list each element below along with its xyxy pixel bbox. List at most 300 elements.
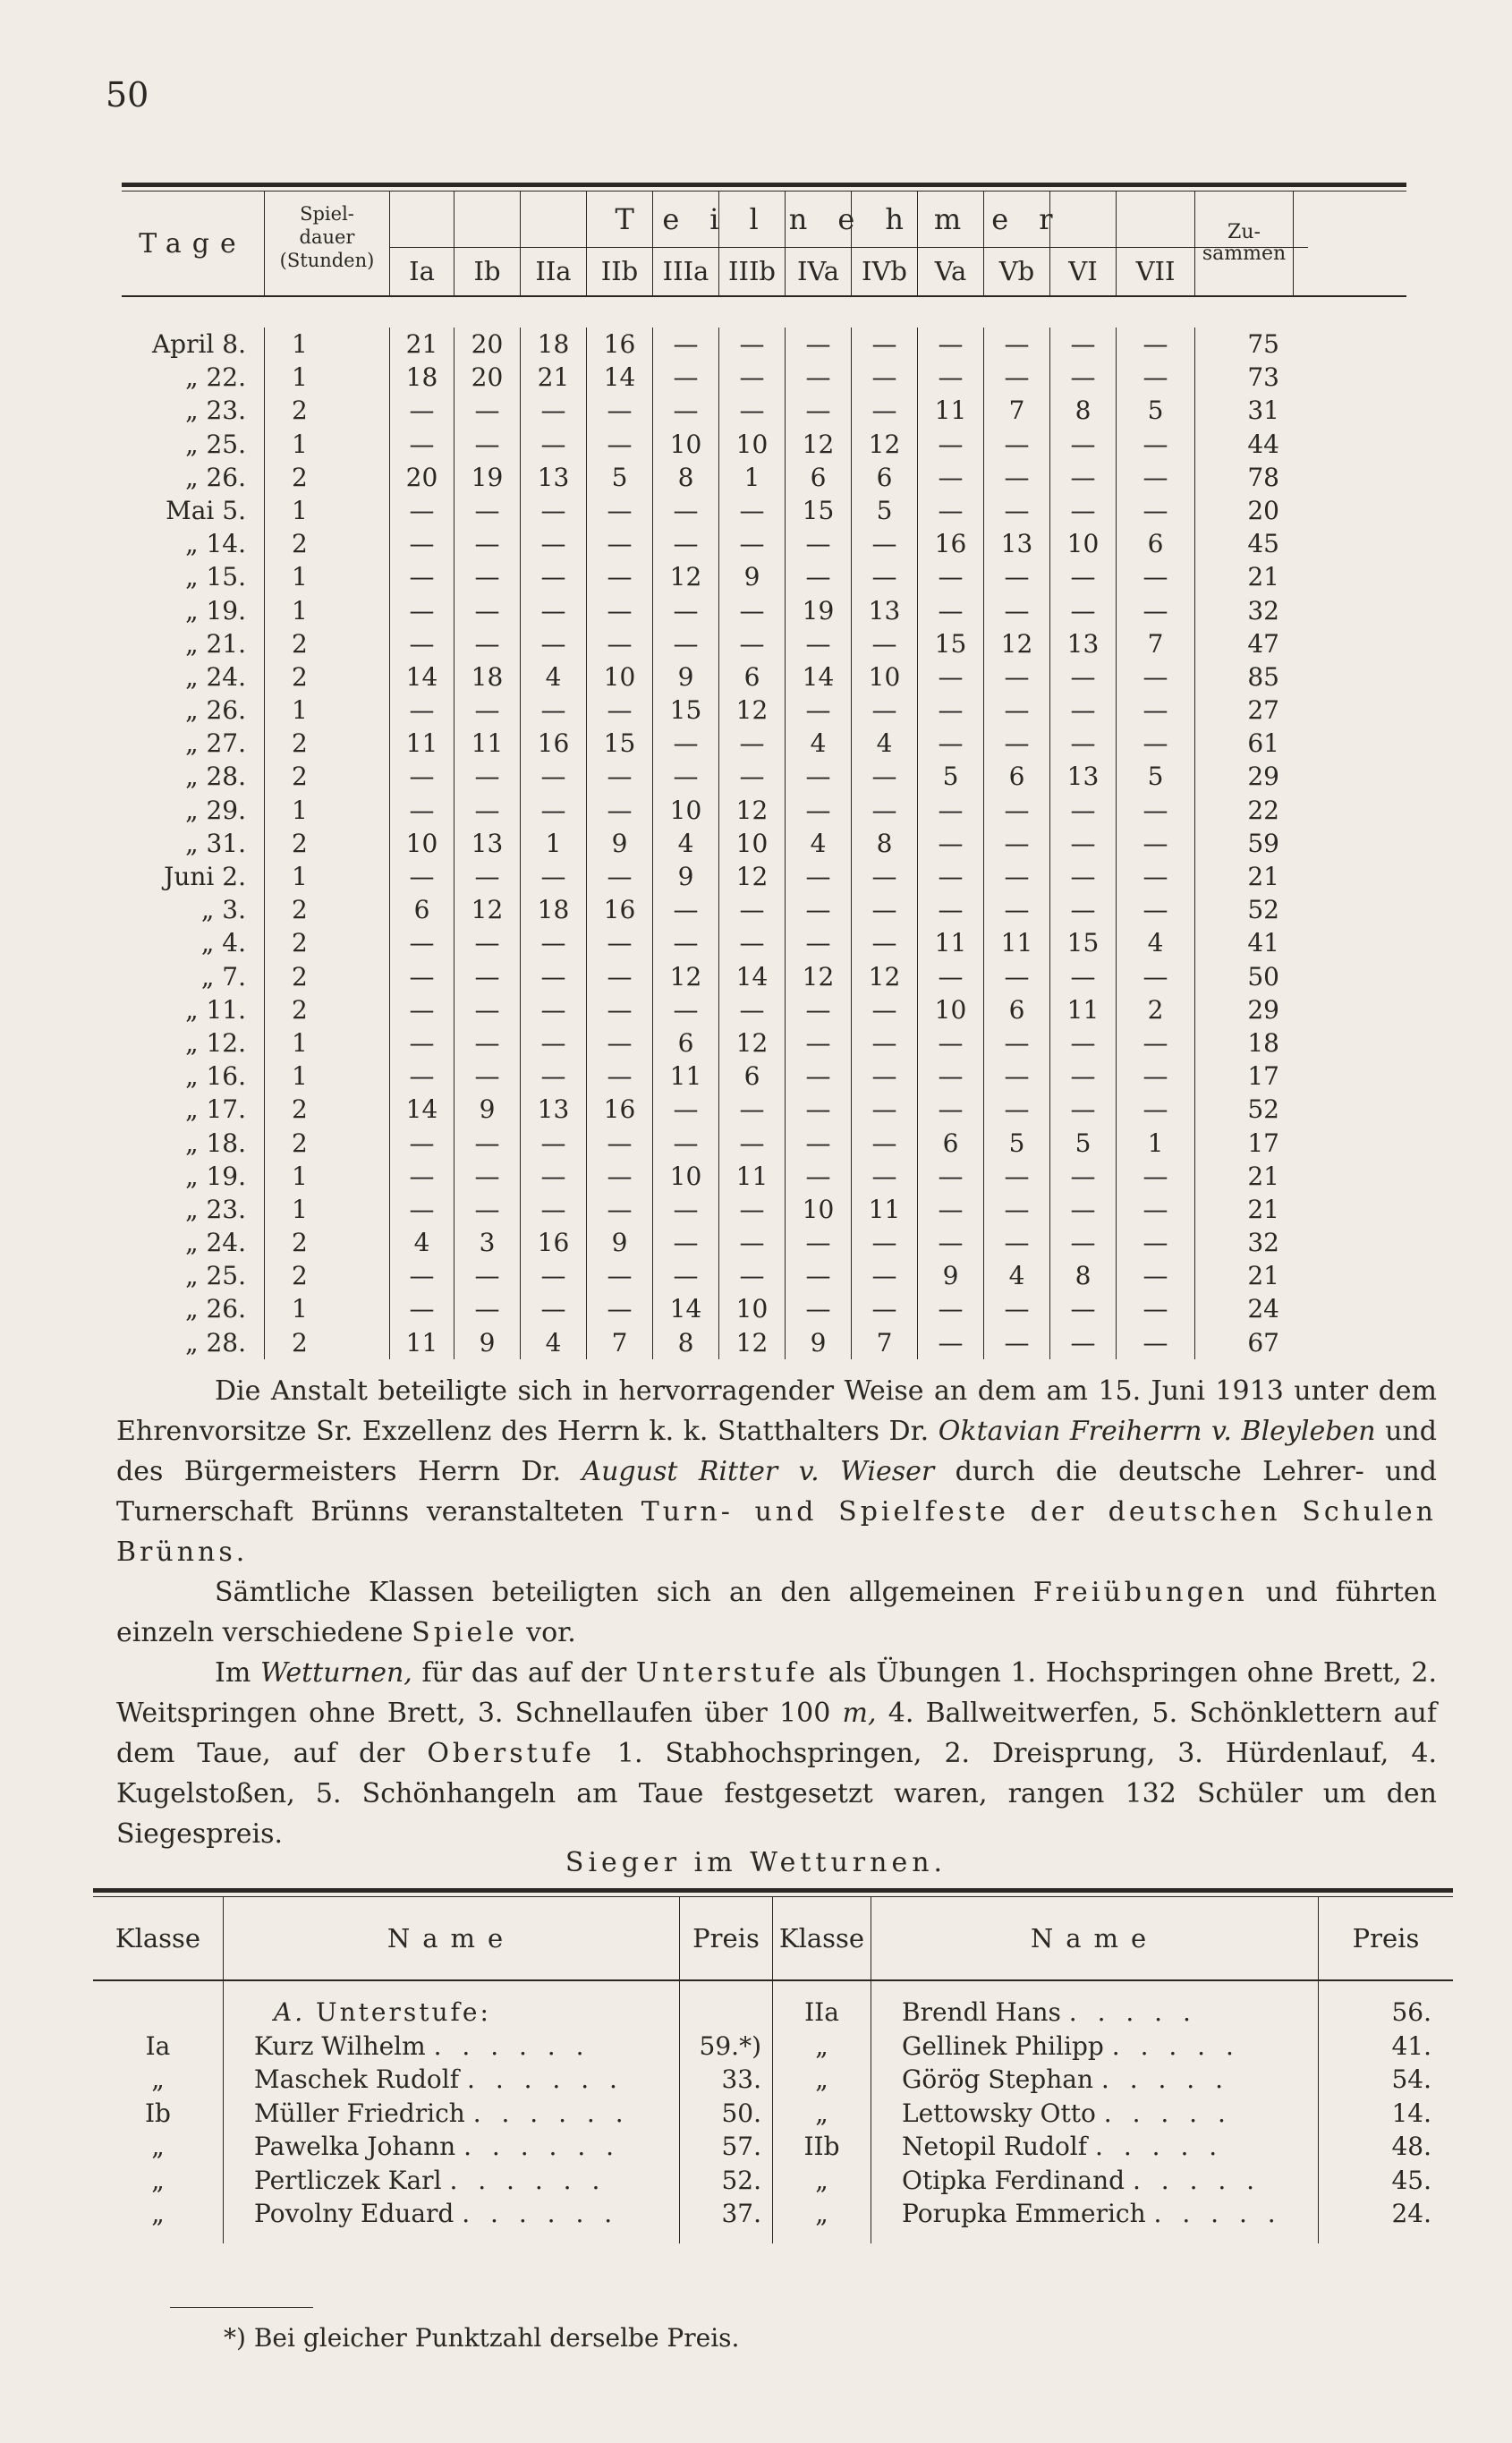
count-cell: 6: [677, 1027, 694, 1058]
count-cell: —: [409, 1194, 435, 1224]
count-cell: —: [540, 862, 566, 891]
count-cell: —: [805, 928, 831, 958]
count-cell: 4: [876, 728, 893, 759]
duration-cell: 2: [292, 762, 308, 792]
count-cell: —: [871, 1027, 897, 1058]
count-cell: 20: [405, 462, 438, 492]
total-cell: 75: [1247, 329, 1279, 359]
count-cell: 14: [735, 961, 769, 992]
winner-name: Povolny Eduard . . . . . .: [254, 2199, 619, 2228]
class-column: [587, 328, 653, 1359]
count-cell: —: [938, 795, 964, 825]
count-cell: 13: [1000, 529, 1033, 559]
header-class-va: Va: [918, 192, 984, 295]
count-cell: —: [938, 862, 964, 891]
count-cell: —: [1142, 728, 1168, 759]
count-cell: —: [739, 728, 765, 759]
date-cell: Juni 2.: [164, 862, 246, 891]
count-cell: —: [938, 1194, 964, 1224]
header-class-iiib: IIIb: [719, 192, 786, 295]
count-cell: —: [739, 529, 765, 559]
count-cell: —: [474, 695, 500, 726]
count-cell: —: [739, 994, 765, 1025]
winner-name: Porupka Emmerich . . . . .: [902, 2199, 1282, 2228]
count-cell: —: [474, 1161, 500, 1191]
duration-cell: 2: [292, 828, 308, 858]
count-cell: —: [1142, 1194, 1168, 1224]
count-cell: —: [938, 1327, 964, 1358]
count-cell: —: [938, 1294, 964, 1324]
count-cell: —: [540, 529, 566, 559]
empty-cell: [93, 1996, 223, 2030]
count-cell: 15: [802, 495, 835, 525]
count-cell: —: [1142, 1294, 1168, 1324]
count-cell: —: [1142, 429, 1168, 459]
count-cell: —: [938, 828, 964, 858]
count-cell: —: [607, 961, 633, 992]
count-cell: —: [1070, 795, 1096, 825]
count-cell: —: [607, 529, 633, 559]
count-cell: —: [938, 728, 964, 759]
count-cell: —: [1004, 695, 1030, 726]
count-cell: —: [607, 862, 633, 891]
count-cell: —: [474, 928, 500, 958]
winner-name: Brendl Hans . . . . .: [902, 1997, 1197, 2027]
count-cell: —: [871, 529, 897, 559]
header-tage: Tage: [122, 192, 265, 295]
count-cell: 13: [471, 828, 504, 858]
count-cell: 10: [735, 828, 769, 858]
total-cell: 21: [1247, 862, 1279, 891]
winners-header-klasse-left: Klasse: [93, 1897, 224, 1981]
count-cell: —: [739, 362, 765, 393]
total-cell: 17: [1247, 1061, 1279, 1092]
count-cell: —: [1142, 1161, 1168, 1191]
count-cell: —: [474, 1194, 500, 1224]
count-cell: —: [409, 994, 435, 1025]
date-cell: „ 12.: [185, 1027, 246, 1058]
total-cell: 67: [1247, 1327, 1279, 1358]
count-cell: —: [540, 928, 566, 958]
count-cell: —: [805, 362, 831, 393]
count-cell: —: [474, 595, 500, 626]
count-cell: 15: [603, 728, 636, 759]
count-cell: —: [673, 1261, 699, 1291]
count-cell: —: [409, 762, 435, 792]
total-cell: 85: [1247, 661, 1279, 692]
count-cell: 7: [1147, 628, 1164, 659]
date-cell: „ 24.: [185, 1228, 246, 1258]
duration-cell: 2: [292, 895, 308, 925]
total-cell: 29: [1247, 994, 1279, 1025]
count-cell: 5: [876, 495, 893, 525]
count-cell: 6: [942, 1128, 959, 1158]
count-cell: 21: [537, 362, 570, 393]
participation-table-body: [122, 297, 1406, 1383]
count-cell: —: [540, 396, 566, 426]
count-cell: —: [938, 661, 964, 692]
count-cell: 18: [537, 329, 570, 359]
count-cell: 1: [1147, 1128, 1164, 1158]
winner-preis: 59.*): [699, 2030, 761, 2061]
count-cell: —: [938, 595, 964, 626]
date-column: [122, 328, 265, 1359]
total-cell: 52: [1247, 1094, 1279, 1125]
count-cell: 4: [1008, 1261, 1025, 1291]
count-cell: —: [1004, 1327, 1030, 1358]
class-column: [1050, 328, 1117, 1359]
count-cell: —: [1142, 1061, 1168, 1092]
count-cell: —: [1070, 1161, 1096, 1191]
count-cell: 10: [669, 795, 702, 825]
count-cell: 9: [479, 1094, 496, 1125]
winner-klasse: „: [151, 2132, 165, 2161]
count-cell: —: [474, 429, 500, 459]
winner-name: Görög Stephan . . . . .: [902, 2064, 1229, 2094]
count-cell: —: [540, 795, 566, 825]
date-cell: „ 28.: [185, 762, 246, 792]
winner-name: Pertliczek Karl . . . . . .: [254, 2165, 607, 2195]
count-cell: —: [1004, 562, 1030, 592]
count-cell: 4: [413, 1228, 430, 1258]
count-cell: 15: [934, 628, 967, 659]
count-cell: —: [474, 862, 500, 891]
winner-klasse: „: [815, 2030, 828, 2061]
count-cell: —: [409, 695, 435, 726]
count-cell: 8: [677, 462, 694, 492]
count-cell: —: [474, 529, 500, 559]
class-column: [918, 328, 984, 1359]
winner-preis: 54.: [1391, 2064, 1431, 2094]
count-cell: 12: [868, 429, 901, 459]
class-column: [390, 328, 454, 1359]
count-cell: —: [739, 329, 765, 359]
count-cell: —: [938, 695, 964, 726]
count-cell: —: [673, 728, 699, 759]
count-cell: —: [805, 1094, 831, 1125]
winner-preis: 33.: [721, 2064, 761, 2094]
header-class-iva: IVa: [786, 192, 852, 295]
count-cell: —: [1142, 1228, 1168, 1258]
count-cell: —: [1142, 961, 1168, 992]
date-cell: „ 19.: [185, 1161, 246, 1191]
count-cell: 6: [810, 462, 827, 492]
total-cell: 50: [1247, 961, 1279, 992]
winner-preis: 24.: [1391, 2199, 1431, 2228]
date-cell: Mai 5.: [166, 495, 246, 525]
duration-cell: 2: [292, 396, 308, 426]
winners-header-preis-left: Preis: [680, 1897, 773, 1981]
count-cell: —: [409, 495, 435, 525]
count-cell: 13: [537, 462, 570, 492]
count-cell: —: [474, 762, 500, 792]
total-cell: 61: [1247, 728, 1279, 759]
count-cell: —: [805, 562, 831, 592]
winner-preis: 37.: [721, 2199, 761, 2228]
count-cell: —: [540, 1027, 566, 1058]
duration-cell: 1: [292, 695, 308, 726]
winner-name: Netopil Rudolf . . . . .: [902, 2132, 1224, 2161]
count-cell: —: [1070, 1294, 1096, 1324]
count-cell: —: [938, 1228, 964, 1258]
winners-table: [93, 1888, 1453, 2243]
count-cell: —: [409, 961, 435, 992]
header-class-iia: IIa: [521, 192, 587, 295]
count-cell: 1: [743, 462, 760, 492]
count-cell: —: [871, 895, 897, 925]
count-cell: —: [938, 1161, 964, 1191]
count-cell: —: [474, 396, 500, 426]
winners-title: Sieger im Wetturnen.: [565, 1847, 947, 1878]
count-cell: 15: [1066, 928, 1100, 958]
count-cell: —: [938, 961, 964, 992]
duration-cell: 1: [292, 595, 308, 626]
date-cell: „ 7.: [200, 961, 246, 992]
count-cell: 11: [471, 728, 504, 759]
duration-cell: 2: [292, 994, 308, 1025]
winner-name: Gellinek Philipp . . . . .: [902, 2030, 1240, 2061]
winner-klasse: „: [151, 2199, 165, 2228]
count-cell: 10: [669, 1161, 702, 1191]
count-cell: 4: [810, 728, 827, 759]
count-cell: 8: [1075, 396, 1092, 426]
duration-cell: 2: [292, 1327, 308, 1358]
total-cell: 31: [1247, 396, 1279, 426]
count-cell: —: [1070, 329, 1096, 359]
count-cell: —: [1070, 1228, 1096, 1258]
count-cell: 5: [942, 762, 959, 792]
count-cell: 5: [1008, 1128, 1025, 1158]
count-cell: —: [1070, 429, 1096, 459]
count-cell: —: [1070, 1194, 1096, 1224]
duration-cell: 2: [292, 661, 308, 692]
count-cell: —: [607, 1061, 633, 1092]
count-cell: 1: [545, 828, 562, 858]
count-cell: —: [673, 396, 699, 426]
count-cell: —: [540, 695, 566, 726]
count-cell: —: [871, 1161, 897, 1191]
count-cell: 11: [405, 1327, 438, 1358]
count-cell: —: [1004, 429, 1030, 459]
count-cell: —: [409, 429, 435, 459]
duration-cell: 1: [292, 562, 308, 592]
total-cell: 18: [1247, 1027, 1279, 1058]
count-cell: —: [938, 1094, 964, 1125]
count-cell: 18: [405, 362, 438, 393]
count-cell: —: [871, 396, 897, 426]
date-cell: „ 14.: [185, 529, 246, 559]
count-cell: —: [1142, 595, 1168, 626]
duration-cell: 1: [292, 329, 308, 359]
count-cell: —: [673, 895, 699, 925]
count-cell: —: [409, 562, 435, 592]
count-cell: 6: [1008, 762, 1025, 792]
winner-name: Maschek Rudolf . . . . . .: [254, 2064, 624, 2094]
count-cell: —: [673, 529, 699, 559]
winner-klasse: IIa: [804, 1997, 839, 2027]
count-cell: —: [1070, 728, 1096, 759]
count-cell: —: [607, 1261, 633, 1291]
total-cell: 22: [1247, 795, 1279, 825]
count-cell: —: [409, 1261, 435, 1291]
count-cell: 12: [1000, 628, 1033, 659]
count-cell: —: [1004, 661, 1030, 692]
count-cell: 9: [743, 562, 760, 592]
count-cell: —: [1142, 695, 1168, 726]
count-cell: —: [1070, 1327, 1096, 1358]
count-cell: 20: [471, 329, 504, 359]
count-cell: —: [1004, 728, 1030, 759]
count-cell: —: [607, 795, 633, 825]
count-cell: —: [1070, 862, 1096, 891]
count-cell: —: [1004, 1294, 1030, 1324]
count-cell: —: [474, 562, 500, 592]
class-column: [521, 328, 587, 1359]
class-column: [653, 328, 719, 1359]
count-cell: —: [540, 429, 566, 459]
count-cell: —: [409, 396, 435, 426]
date-cell: „ 11.: [185, 994, 246, 1025]
count-cell: —: [673, 362, 699, 393]
count-cell: —: [805, 795, 831, 825]
count-cell: 19: [802, 595, 835, 626]
count-cell: —: [540, 994, 566, 1025]
count-cell: —: [1070, 695, 1096, 726]
duration-cell: 2: [292, 628, 308, 659]
count-cell: —: [673, 1128, 699, 1158]
count-cell: 14: [669, 1294, 702, 1324]
count-cell: —: [805, 329, 831, 359]
count-cell: —: [1004, 495, 1030, 525]
count-cell: —: [474, 495, 500, 525]
count-cell: 10: [669, 429, 702, 459]
count-cell: —: [607, 1194, 633, 1224]
count-cell: —: [607, 1294, 633, 1324]
count-cell: 16: [537, 1228, 570, 1258]
count-cell: 4: [677, 828, 694, 858]
count-cell: —: [871, 762, 897, 792]
count-cell: —: [871, 562, 897, 592]
count-cell: —: [871, 628, 897, 659]
winner-klasse: „: [151, 2064, 165, 2094]
count-cell: —: [409, 928, 435, 958]
duration-cell: 1: [292, 1027, 308, 1058]
winner-name: Pawelka Johann . . . . . .: [254, 2132, 621, 2161]
count-cell: 5: [1075, 1128, 1092, 1158]
count-cell: 11: [669, 1061, 702, 1092]
date-cell: „ 28.: [185, 1327, 246, 1358]
count-cell: 12: [735, 795, 769, 825]
count-cell: 16: [537, 728, 570, 759]
paragraph-wetturnen: Im Wetturnen, für das auf der Unterstufe als Übungen 1. Hochspringen ohne Brett, 2. Weitspringen ohne Brett, 3. Schnellaufen über 100 m, 4. Ballweitwerfen, 5. Schönklettern auf dem Taue, auf der Oberstufe 1. Stabhochspringen, 2. Dreisprung, 3. Hürdenlauf, 4. Kugelstoßen, 5. Schönhangeln am Taue festgesetzt waren, rangen 132 Schüler um den Siegespreis.: [116, 1657, 1437, 1850]
count-cell: —: [1070, 961, 1096, 992]
total-cell: 32: [1247, 1228, 1279, 1258]
count-cell: —: [871, 329, 897, 359]
count-cell: —: [607, 1027, 633, 1058]
header-zusammen: Zu- sammen: [1195, 192, 1294, 295]
count-cell: 6: [743, 661, 760, 692]
count-cell: 10: [735, 1294, 769, 1324]
duration-cell: 1: [292, 1061, 308, 1092]
count-cell: —: [1004, 1027, 1030, 1058]
header-class-vb: Vb: [984, 192, 1050, 295]
count-cell: —: [1142, 661, 1168, 692]
count-cell: 12: [802, 429, 835, 459]
count-cell: 6: [743, 1061, 760, 1092]
duration-cell: 1: [292, 1161, 308, 1191]
winner-preis: 52.: [721, 2165, 761, 2195]
count-cell: —: [739, 1128, 765, 1158]
class-column: [454, 328, 521, 1359]
count-cell: 10: [735, 429, 769, 459]
section-label: A. Unterstufe:: [274, 1997, 491, 2027]
count-cell: 6: [413, 895, 430, 925]
total-column: [1195, 328, 1294, 1359]
count-cell: —: [1004, 1161, 1030, 1191]
winner-preis: 48.: [1391, 2132, 1431, 2161]
count-cell: 9: [479, 1327, 496, 1358]
count-cell: —: [540, 1128, 566, 1158]
count-cell: 6: [1147, 529, 1164, 559]
winner-preis: 56.: [1391, 1997, 1431, 2027]
footnote-rule: [170, 2307, 313, 2308]
date-cell: „ 24.: [185, 661, 246, 692]
count-cell: —: [739, 495, 765, 525]
count-cell: —: [1004, 1061, 1030, 1092]
count-cell: 12: [868, 961, 901, 992]
duration-cell: 2: [292, 928, 308, 958]
count-cell: —: [540, 1161, 566, 1191]
participation-table-header: [122, 192, 1406, 297]
count-cell: 16: [603, 895, 636, 925]
winner-klasse: „: [815, 2064, 828, 2094]
count-cell: —: [409, 1161, 435, 1191]
count-cell: —: [1070, 1061, 1096, 1092]
count-cell: —: [1070, 1027, 1096, 1058]
count-cell: 12: [802, 961, 835, 992]
count-cell: —: [1004, 1194, 1030, 1224]
date-cell: „ 18.: [185, 1128, 246, 1158]
total-cell: 47: [1247, 628, 1279, 659]
count-cell: —: [474, 795, 500, 825]
header-class-ib: Ib: [454, 192, 521, 295]
date-cell: „ 19.: [185, 595, 246, 626]
count-cell: —: [540, 1194, 566, 1224]
count-cell: 15: [669, 695, 702, 726]
paragraph-exercises: Sämtliche Klassen beteiligten sich an den allgemeinen Freiübungen und führten einzeln verschiedene Spiele vor.: [116, 1577, 1437, 1648]
paragraph-festival: Die Anstalt beteiligte sich in hervorragender Weise an dem am 15. Juni 1913 unter dem Ehrenvorsitze Sr. Exzellenz des Herrn k. k. Statthalters Dr. Oktavian Freiherrn v. Bleyleben und des Bürgermeisters Herrn Dr. August Ritter v. Wieser durch die deutsche Lehrer- und Turnerschaft Brünns veranstalteten Turn- und Spielfeste der deutschen Schulen Brünns.: [116, 1375, 1437, 1568]
count-cell: —: [739, 762, 765, 792]
count-cell: —: [1070, 495, 1096, 525]
count-cell: —: [739, 396, 765, 426]
class-column: [852, 328, 918, 1359]
count-cell: —: [938, 895, 964, 925]
duration-cell: 2: [292, 529, 308, 559]
count-cell: —: [1142, 862, 1168, 891]
count-cell: —: [409, 1061, 435, 1092]
date-cell: „ 16.: [185, 1061, 246, 1092]
count-cell: 7: [611, 1327, 628, 1358]
count-cell: —: [607, 628, 633, 659]
class-column: [719, 328, 786, 1359]
winner-preis: 45.: [1391, 2165, 1431, 2195]
count-cell: —: [1004, 795, 1030, 825]
count-cell: —: [805, 628, 831, 659]
count-cell: —: [805, 396, 831, 426]
count-cell: —: [938, 329, 964, 359]
count-cell: 11: [934, 928, 967, 958]
total-cell: 45: [1247, 529, 1279, 559]
